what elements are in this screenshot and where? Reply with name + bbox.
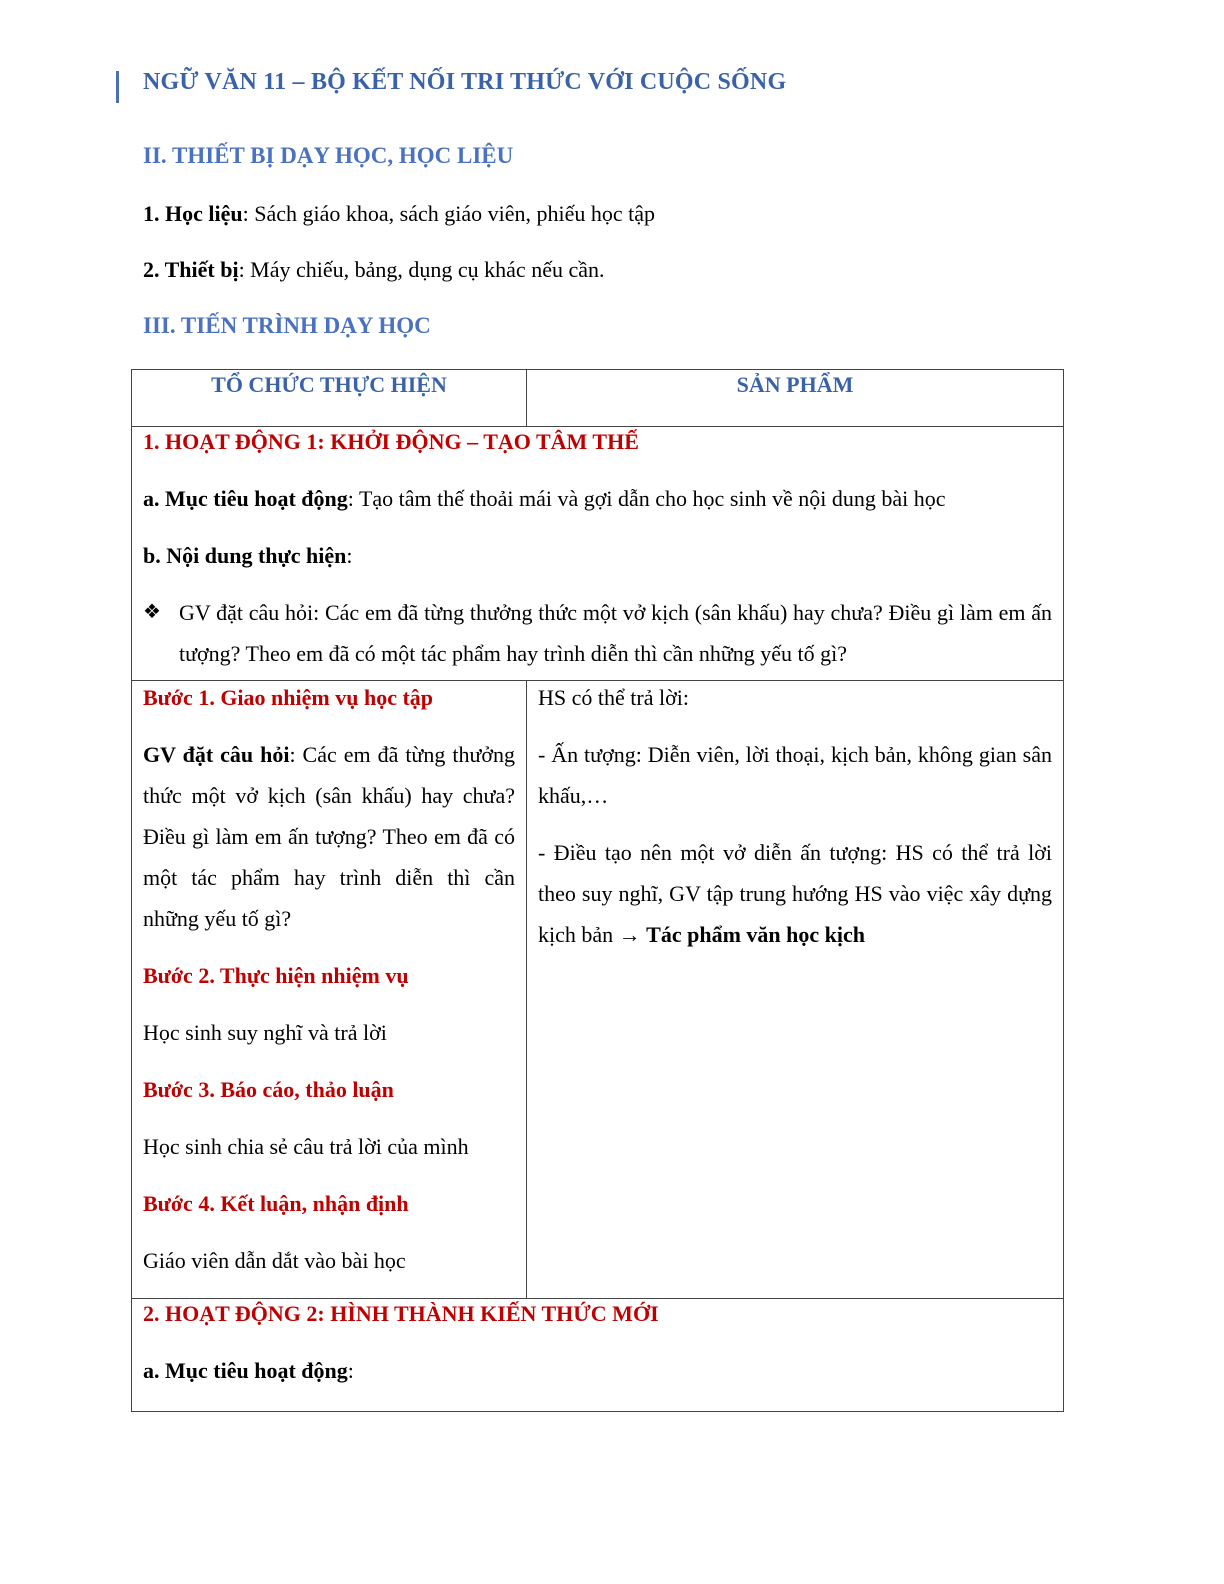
activity1-bullet-text: GV đặt câu hỏi: Các em đã từng thưởng thức một vở kịch (sân khấu) hay chưa? Điều gì làm em ấn tượng? Theo em đã có một tác phẩm hay trình diễn thì cần những yếu tố gì? bbox=[179, 600, 1052, 666]
activity2-title: 2. HOẠT ĐỘNG 2: HÌNH THÀNH KIẾN THỨC MỚI bbox=[143, 1301, 659, 1326]
activity1-bullet bbox=[143, 592, 1052, 674]
step1-title: Bước 1. Giao nhiệm vụ học tập bbox=[143, 685, 434, 710]
step4-text: Giáo viên dẫn dắt vào bài học bbox=[143, 1248, 406, 1273]
col1-header-label: TỔ CHỨC THỰC HIỆN bbox=[211, 372, 447, 397]
header-accent-bar bbox=[116, 71, 119, 103]
section-heading-process: III. TIẾN TRÌNH DẠY HỌC bbox=[143, 313, 431, 338]
step1-bold-label: GV đặt câu hỏi bbox=[143, 742, 290, 767]
product-cell bbox=[527, 681, 1064, 1299]
activity1-goal bbox=[143, 478, 1052, 519]
step1-text: : Các em đã từng thưởng thức một vở kịch (sân khấu) hay chưa? Điều gì làm em ấn tượng? Theo em đã có một tác phẩm hay trình diễn thì cần những yếu tố gì? bbox=[143, 742, 515, 931]
product-point2 bbox=[538, 832, 1052, 955]
step3-text: Học sinh chia sẻ câu trả lời của mình bbox=[143, 1134, 469, 1159]
activity2-goal-label: a. Mục tiêu hoạt động bbox=[143, 1358, 348, 1383]
activity1-content-colon: : bbox=[346, 543, 353, 568]
activity2-row bbox=[132, 1299, 1064, 1412]
activity1-cell bbox=[132, 427, 1064, 681]
materials-item-2 bbox=[143, 257, 605, 283]
product-intro: HS có thể trả lời: bbox=[538, 685, 689, 710]
step2-text: Học sinh suy nghĩ và trả lời bbox=[143, 1020, 387, 1045]
activity1-content-label: b. Nội dung thực hiện bbox=[143, 543, 347, 568]
diamond-bullet-icon: ❖ bbox=[143, 601, 161, 623]
activity2-cell bbox=[132, 1299, 1064, 1412]
page-header-title: NGỮ VĂN 11 – BỘ KẾT NỐI TRI THỨC VỚI CUỘC SỐNG bbox=[143, 69, 787, 95]
activity1-row bbox=[132, 427, 1064, 681]
header-cell-product bbox=[527, 370, 1064, 427]
step2-title: Bước 2. Thực hiện nhiệm vụ bbox=[143, 963, 409, 988]
activity2-goal bbox=[143, 1350, 1052, 1391]
col2-header-label: SẢN PHẨM bbox=[736, 372, 854, 397]
product-point2-bold: Tác phẩm văn học kịch bbox=[646, 922, 865, 947]
product-point2-text: - Điều tạo nên một vở diễn ấn tượng: HS có thể trả lời theo suy nghĩ, GV tập trung hướng HS vào việc xây dựng kịch bản bbox=[538, 840, 1052, 947]
step4-title: Bước 4. Kết luận, nhận định bbox=[143, 1191, 409, 1216]
materials-item-1 bbox=[143, 201, 655, 227]
activity1-steps-row bbox=[132, 681, 1064, 1299]
materials-item-1-text: : Sách giáo khoa, sách giáo viên, phiếu học tập bbox=[242, 201, 655, 226]
activity1-goal-text: : Tạo tâm thế thoải mái và gợi dẫn cho học sinh về nội dung bài học bbox=[347, 486, 946, 511]
step3-title: Bước 3. Báo cáo, thảo luận bbox=[143, 1077, 394, 1102]
activity1-title: 1. HOẠT ĐỘNG 1: KHỞI ĐỘNG – TẠO TÂM THẾ bbox=[143, 429, 639, 454]
activity1-goal-label: a. Mục tiêu hoạt động bbox=[143, 486, 348, 511]
header-cell-organization bbox=[132, 370, 527, 427]
section-heading-materials: II. THIẾT BỊ DẠY HỌC, HỌC LIỆU bbox=[143, 143, 514, 168]
materials-item-2-label: 2. Thiết bị bbox=[143, 257, 239, 282]
materials-item-1-label: 1. Học liệu bbox=[143, 201, 243, 226]
product-point1: - Ấn tượng: Diễn viên, lời thoại, kịch bản, không gian sân khấu,… bbox=[538, 742, 1052, 808]
table-header-row bbox=[132, 370, 1064, 427]
activity1-content bbox=[143, 535, 1052, 576]
materials-item-2-text: : Máy chiếu, bảng, dụng cụ khác nếu cần. bbox=[238, 257, 605, 282]
lesson-plan-table bbox=[131, 369, 1064, 1412]
steps-cell bbox=[132, 681, 527, 1299]
arrow-right-icon: → bbox=[618, 922, 641, 947]
step1-text-block bbox=[143, 734, 515, 939]
activity2-goal-colon: : bbox=[347, 1358, 354, 1383]
